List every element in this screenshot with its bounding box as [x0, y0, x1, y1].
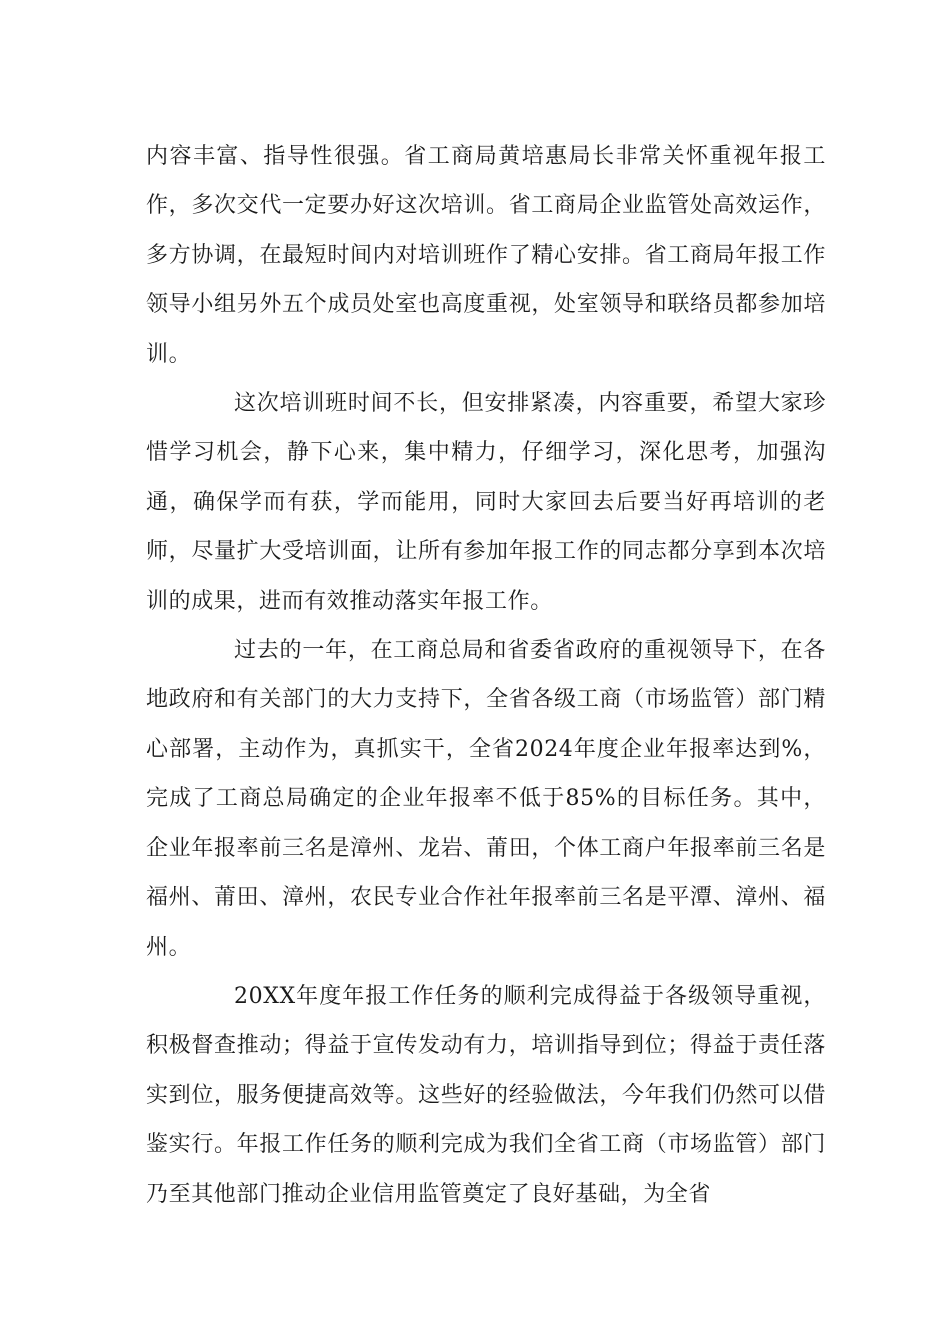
paragraph-1: 内容丰富、指导性很强。省工商局黄培惠局长非常关怀重视年报工作，多次交代一定要办好这次培训。省工商局企业监管处高效运作，多方协调，在最短时间内对培训班作了精心安排。省工商局年报工作领导小组另外五个成员处室也高度重视，处室领导和联络员都参加培训。 [146, 144, 826, 367]
paragraph-3: 过去的一年，在工商总局和省委省政府的重视领导下，在各地政府和有关部门的大力支持下，全省各级工商（市场监管）部门精心部署，主动作为，真抓实干，全省2024年度企业年报率达到%，完成了工商总局确定的企业年报率不低于85%的目标任务。其中，企业年报率前三名是漳州、龙岩、莆田，个体工商户年报率前三名是福州、莆田、漳州，农民专业合作社年报率前三名是平潭、漳州、福州。 [146, 638, 826, 960]
paragraph-4: 20XX年度年报工作任务的顺利完成得益于各级领导重视，积极督查推动；得益于宣传发动有力，培训指导到位；得益于责任落实到位，服务便捷高效等。这些好的经验做法，今年我们仍然可以借鉴实行。年报工作任务的顺利完成为我们全省工商（市场监管）部门乃至其他部门推动企业信用监管奠定了良好基础，为全省 [146, 983, 826, 1207]
paragraph-2: 这次培训班时间不长，但安排紧凑，内容重要，希望大家珍惜学习机会，静下心来，集中精力，仔细学习，深化思考，加强沟通，确保学而有获，学而能用，同时大家回去后要当好再培训的老师，尽量扩大受培训面，让所有参加年报工作的同志都分享到本次培训的成果，进而有效推动落实年报工作。 [146, 391, 826, 614]
document-body [146, 132, 826, 1219]
